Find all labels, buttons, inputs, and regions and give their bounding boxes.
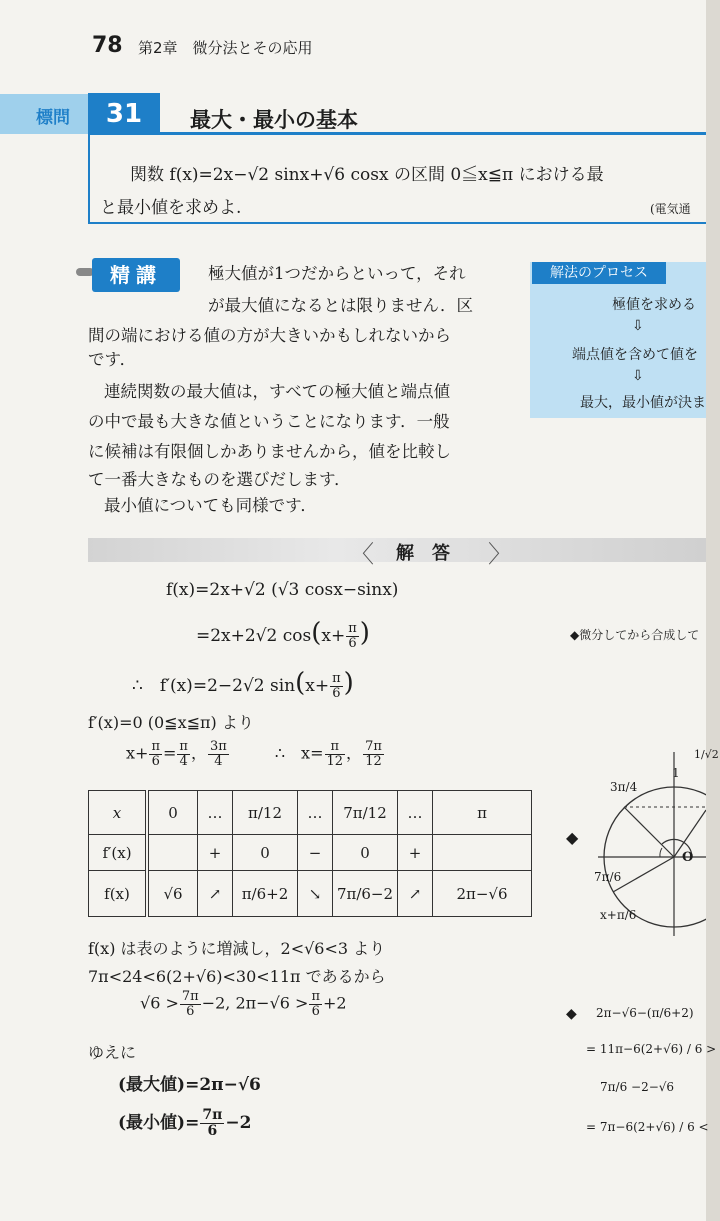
table-cell: 0 (147, 791, 198, 835)
angle-label-3pi4: 3π/4 (610, 780, 638, 794)
side-note-1: ◆微分してから合成して (570, 628, 700, 642)
table-cell: … (298, 791, 333, 835)
table-cell: f(x) (89, 871, 148, 917)
seiko-line: 最小値についても同様です． (104, 496, 317, 515)
down-arrow-icon: ⇩ (632, 368, 644, 384)
equation-3: ∴ f′(x)=2−2√2 sin(x+ $\frac{\pi}{6}$ ) (132, 668, 354, 701)
table-cell: + (398, 835, 433, 871)
seiko-line: 極大値が1つだからといって，それ (208, 264, 466, 283)
table-cell: x (89, 791, 148, 835)
seiko-line: の中で最も大きな値ということになります．一般 (88, 412, 450, 431)
side-calc-1: 2π−√6−(π/6+2) (596, 1006, 694, 1020)
problem-tag: 標問 (36, 108, 70, 128)
max-value: (最大値)=2π−√6 (118, 1075, 261, 1095)
table-cell: π (433, 791, 532, 835)
variation-table (88, 790, 532, 917)
down-arrow-icon: ⇩ (632, 318, 644, 334)
conclusion-3: √6 > $\frac{7\pi}{6}$ −2, 2π−√6 > $\frac{\pi}{6}$ +2 (140, 989, 347, 1019)
table-cell: 7π/12 (333, 791, 398, 835)
seiko-line: に候補は有限個しかありませんから，値を比較し (88, 442, 451, 461)
chapter-title: 第2章 微分法とその応用 (138, 39, 313, 57)
table-row (89, 791, 532, 835)
problem-left-border (88, 135, 90, 223)
table-cell: π/12 (233, 791, 298, 835)
table-cell: + (198, 835, 233, 871)
table-cell: π/6+2 (233, 871, 298, 917)
conclusion-2: 7π<24<6(2+√6)<30<11π であるから (88, 967, 386, 986)
process-step: 端点値を含めて値を (572, 347, 698, 363)
page-edge (706, 0, 720, 1221)
process-step: 極値を求める (612, 297, 696, 313)
table-cell: 7π/6−2 (333, 871, 398, 917)
problem-text-2: と最小値を求めよ. (100, 198, 242, 218)
problem-title: 最大・最小の基本 (190, 108, 358, 132)
table-cell: ↗ (198, 871, 233, 917)
equation-2: =2x+2√2 cos(x+ $\frac{\pi}{6}$ ) (196, 618, 370, 651)
arrow-left-icon: ◆ (566, 828, 579, 847)
axis-label-top: 1/√2 (694, 748, 719, 761)
table-cell: ↗ (398, 871, 433, 917)
table-row (89, 871, 532, 917)
page-number: 78 (92, 33, 123, 58)
seiko-line: が最大値になるとは限りません．区 (208, 296, 473, 315)
equation-1: f(x)=2x+√2 (√3 cosx−sinx) (166, 580, 399, 600)
arrow-left-icon: ◆ (566, 1006, 577, 1022)
bracket-left-icon: 〈 (350, 540, 374, 568)
axis-label-1: 1 (672, 766, 680, 780)
side-calc-3: 7π/6 −2−√6 (600, 1080, 675, 1094)
table-cell: f′(x) (89, 835, 148, 871)
process-step: 最大，最小値が決ま (580, 395, 706, 411)
table-cell: ↘ (298, 871, 333, 917)
seiko-line: て一番大きなものを選びだします． (88, 470, 351, 489)
table-cell: … (398, 791, 433, 835)
side-calc-4: = 7π−6(2+√6) / 6 < (586, 1120, 709, 1134)
conclusion-1: f(x) は表のように増減し，2<√6<3 より (88, 939, 386, 958)
side-calc-2: = 11π−6(2+√6) / 6 > (586, 1042, 717, 1056)
angle-label-x: x+π/6 (600, 908, 637, 922)
equation-4: f′(x)=0 (0≦x≦π) より (88, 713, 254, 732)
table-cell: 0 (233, 835, 298, 871)
min-value: (最小値)= $\frac{7\pi}{6}$ −2 (118, 1107, 252, 1139)
table-cell: √6 (147, 871, 198, 917)
process-title: 解法のプロセス (532, 262, 666, 284)
table-cell: … (198, 791, 233, 835)
seiko-line: 間の端における値の方が大きいかもしれないから (88, 326, 451, 345)
table-cell: 0 (333, 835, 398, 871)
problem-bottom-border (88, 222, 706, 224)
bracket-right-icon: 〉 (488, 540, 512, 568)
problem-number: 31 (88, 93, 160, 135)
problem-text-1: 関数 f(x)=2x−√2 sinx+√6 cosx の区間 0≦x≦π における最 (130, 165, 604, 185)
equation-5: x+ $\frac{\pi}{6}$ = $\frac{\pi}{4}$ ， $\frac{3\pi}{4}$ ∴ x= $\frac{\pi}{12}$ ， $\frac{7\pi}{12}$ (126, 739, 382, 769)
table-cell (147, 835, 198, 871)
table-cell: − (298, 835, 333, 871)
table-row (89, 835, 532, 871)
seiko-line: 連続関数の最大値は，すべての極大値と端点値 (104, 382, 451, 401)
table-cell (433, 835, 532, 871)
problem-source: (電気通 (650, 202, 691, 216)
seiko-label: 精講 (92, 258, 180, 292)
origin-label: O (682, 850, 694, 865)
angle-label-7pi6: 7π/6 (594, 870, 622, 884)
seiko-line: です． (88, 350, 137, 369)
table-cell: 2π−√6 (433, 871, 532, 917)
answer-heading: 解 答 (396, 543, 450, 564)
conclusion-4: ゆえに (88, 1043, 137, 1062)
